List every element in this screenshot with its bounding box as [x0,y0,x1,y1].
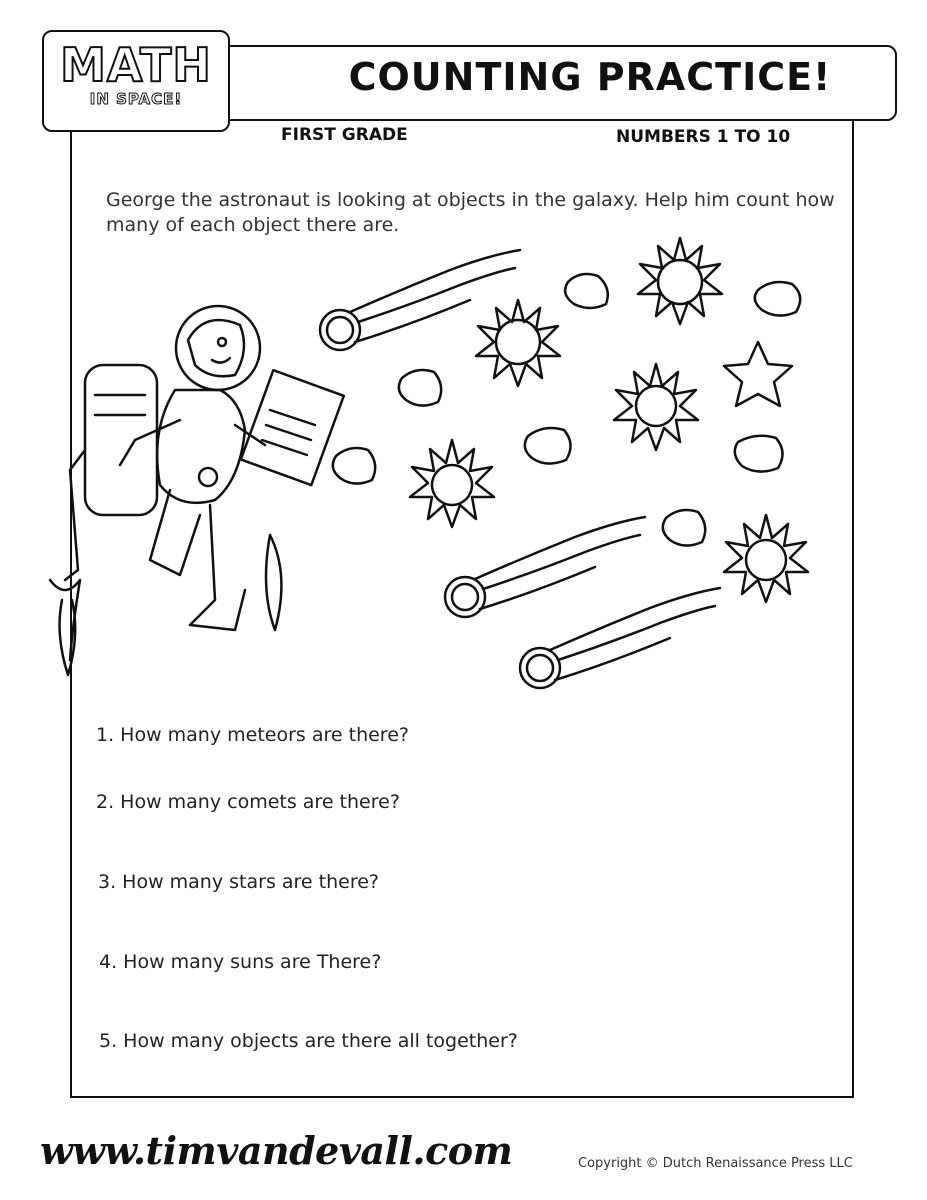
meteor-illustration [735,436,783,472]
sun-illustration [476,300,560,386]
grade-label: FIRST GRADE [281,125,408,145]
copyright-notice: Copyright © Dutch Renaissance Press LLC [578,1156,853,1171]
logo-title: MATH [60,38,212,92]
meteor-illustration [755,282,800,316]
question-5: 5. How many objects are there all together? [99,1030,518,1052]
sun-illustration [614,364,698,450]
instructions: George the astronaut is looking at objects in the galaxy. Help him count how many of each object there are. [106,189,835,236]
meteor-illustration [663,510,705,546]
meteor-illustration [333,448,375,484]
question-1: 1. How many meteors are there? [96,724,409,746]
number-range-label: NUMBERS 1 TO 10 [616,127,791,147]
question-3: 3. How many stars are there? [98,871,379,893]
meteor-illustration [399,370,441,406]
logo [42,30,230,132]
meteor-illustration [525,428,571,464]
comet-illustration [320,250,520,350]
sun-illustration [410,440,494,527]
page-title: COUNTING PRACTICE! [348,55,832,99]
star-illustration [724,342,792,406]
astronaut-illustration [50,306,344,675]
sun-illustration [724,515,808,602]
meteor-illustration [565,274,608,308]
comet-illustration [520,588,720,688]
question-2: 2. How many comets are there? [96,791,400,813]
space-illustration [40,230,840,700]
website-link[interactable]: www.timvandevall.com [40,1128,513,1173]
question-4: 4. How many suns are There? [99,951,382,973]
logo-subtitle: IN SPACE! [89,90,183,108]
sun-illustration [638,238,722,324]
comet-illustration [445,517,645,617]
